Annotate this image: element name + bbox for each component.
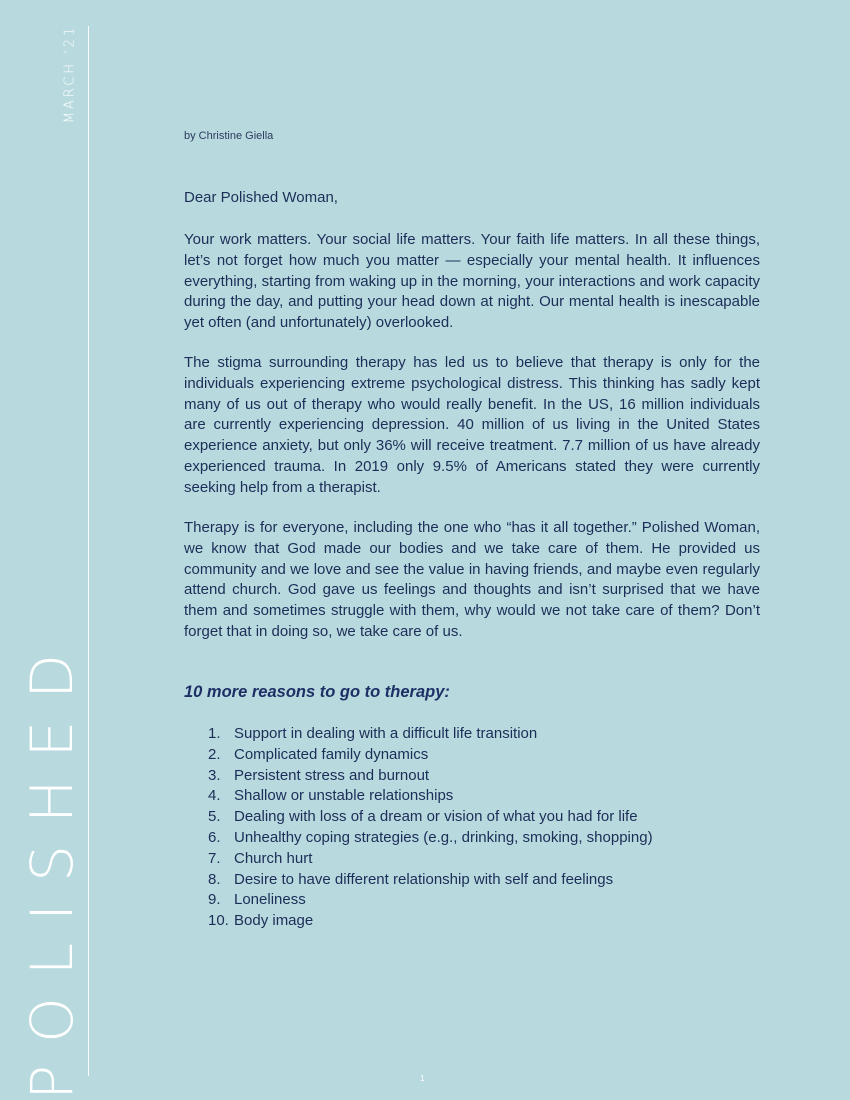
list-item [208, 828, 653, 849]
list-item [208, 890, 653, 911]
list-text: Loneliness [234, 891, 306, 909]
list-item [208, 807, 653, 828]
list-item [208, 870, 653, 891]
list-text: Desire to have different relationship with self and feelings [234, 870, 614, 888]
list-item [208, 724, 653, 745]
paragraph: Your work matters. Your social life matters. Your faith life matters. In all these things, let’s not forget how much you matter — especially your mental health. It influences everything, starting from waking up in the morning, your interactions and work capacity during the day, and putting your head down at night. Our mental health is inescapable yet often (and unfortunately) overlooked. [184, 231, 760, 332]
list-number: 3. [208, 766, 221, 784]
greeting: Dear Polished Woman, [184, 189, 338, 206]
list-number: 2. [208, 745, 221, 763]
paragraph: Therapy is for everyone, including the one who “has it all together.” Polished Woman, we know that God made our bodies and we take care of them. He provided us community and we love and see the value in having friends, and maybe even regularly attend church. God gave us feelings and thoughts and isn’t surprised that we have them and sometimes struggle with them, why would we not take care of them? Don’t forget that in doing so, we take care of us. [184, 519, 760, 640]
list-number: 7. [208, 849, 221, 867]
list-text: Shallow or unstable relationships [234, 787, 454, 805]
list-number: 10. [208, 912, 229, 930]
paragraph: The stigma surrounding therapy has led us to believe that therapy is only for the individuals experiencing extreme psychological distress. This thinking has sadly kept many of us out of therapy who would really benefit. In the US, 16 million individuals are currently experiencing depression. 40 million of us living in the United States experience anxiety, but only 36% will receive treatment. 7.7 million of us have already experienced trauma. In 2019 only 9.5% of Americans stated they were currently seeking help from a therapist. [184, 354, 760, 496]
list-item [208, 745, 653, 766]
list-text: Complicated family dynamics [234, 745, 429, 763]
byline: by Christine Giella [184, 130, 274, 142]
list-number: 4. [208, 787, 221, 805]
list-text: Body image [234, 912, 314, 930]
list-text: Unhealthy coping strategies (e.g., drinking, smoking, shopping) [234, 828, 653, 846]
list-item [208, 766, 653, 787]
list-number: 1. [208, 725, 221, 742]
list-item [208, 911, 653, 932]
list-text: Persistent stress and burnout [234, 766, 430, 784]
reasons-list [208, 724, 653, 932]
list-item [208, 849, 653, 870]
list-number: 6. [208, 828, 221, 846]
issue-month: MARCH '21 [62, 24, 78, 124]
list-number: 9. [208, 891, 221, 909]
reasons-heading: 10 more reasons to go to therapy: [184, 683, 450, 701]
page-number: 1 [420, 1074, 425, 1083]
list-item [208, 786, 653, 807]
list-text: Church hurt [234, 849, 313, 867]
list-number: 5. [208, 808, 221, 826]
list-text: Support in dealing with a difficult life transition [234, 725, 538, 742]
list-text: Dealing with loss of a dream or vision of what you had for life [234, 808, 638, 826]
vertical-divider [88, 26, 89, 1076]
list-number: 8. [208, 870, 221, 888]
brand-wordmark: POLISHED [18, 632, 86, 1100]
